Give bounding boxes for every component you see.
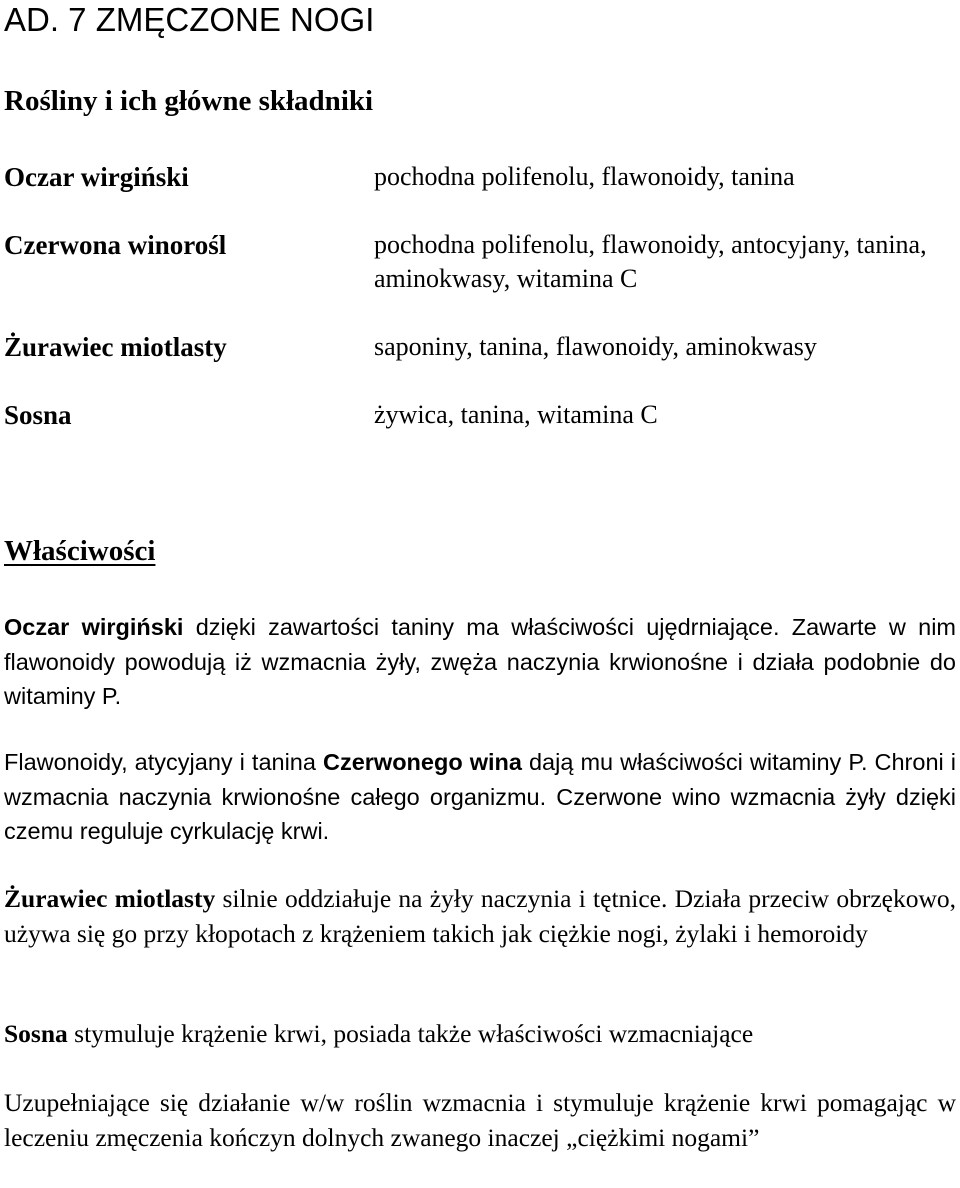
plant-name: Oczar wirgiński	[4, 162, 189, 192]
plant-ingredients: żywica, tanina, witamina C	[374, 400, 658, 429]
paragraph-czerwone-wino	[4, 745, 956, 849]
paragraph-zurawiec	[4, 882, 956, 951]
plant-name: Czerwona winorośl	[4, 230, 227, 260]
paragraph-text: silnie oddziałuje na żyły naczynia i tętnice. Działa przeciw obrzękowo, używa się go przy kłopotach z krążeniem takich jak ciężkie nogi, żylaki i hemoroidy	[4, 884, 957, 948]
paragraph-text: dzięki zawartości taniny ma właściwości ujędrniające. Zawarte w nim flawonoidy powodują iż wzmacnia żyły, zwęża naczynia krwionośne i działa podobnie do witaminy P.	[4, 614, 957, 709]
plant-ingredients: saponiny, tanina, flawonoidy, aminokwasy	[374, 332, 817, 361]
paragraph-bold-term: Żurawiec miotlasty	[4, 884, 216, 913]
paragraph-text: Flawonoidy, atycyjany i tanina	[4, 749, 323, 775]
paragraph-text: dają mu właściwości witaminy P. Chroni i wzmacnia naczynia krwionośne całego organizmu. Czerwone wino wzmacnia żyły dzięki czemu reguluje cyrkulację krwi.	[4, 749, 956, 844]
plants-section-heading: Rośliny i ich główne składniki	[4, 85, 374, 117]
paragraph-text: stymuluje krążenie krwi, posiada także właściwości wzmacniające	[67, 1019, 754, 1048]
paragraph-oczar	[4, 610, 956, 714]
plant-ingredients: pochodna polifenolu, flawonoidy, tanina	[374, 162, 795, 191]
paragraph-text: Uzupełniające się działanie w/w roślin wzmacnia i stymuluje krążenie krwi pomagając w leczeniu zmęczenia kończyn dolnych zwanego inaczej „ciężkimi nogami”	[4, 1088, 956, 1152]
properties-section-heading: Właściwości	[4, 535, 156, 567]
paragraph-bold-term: Czerwonego wina	[322, 749, 522, 775]
paragraph-bold-term: Oczar wirgiński	[4, 614, 184, 640]
plant-ingredients: pochodna polifenolu, flawonoidy, antocyjany, tanina, aminokwasy, witamina C	[374, 230, 927, 293]
paragraph-summary	[4, 1086, 956, 1155]
paragraph-bold-term: Sosna	[4, 1019, 68, 1048]
plant-name: Żurawiec miotlasty	[4, 332, 227, 362]
document-title: AD. 7 ZMĘCZONE NOGI	[4, 1, 375, 38]
plant-name: Sosna	[4, 400, 72, 430]
paragraph-sosna	[4, 1017, 956, 1052]
